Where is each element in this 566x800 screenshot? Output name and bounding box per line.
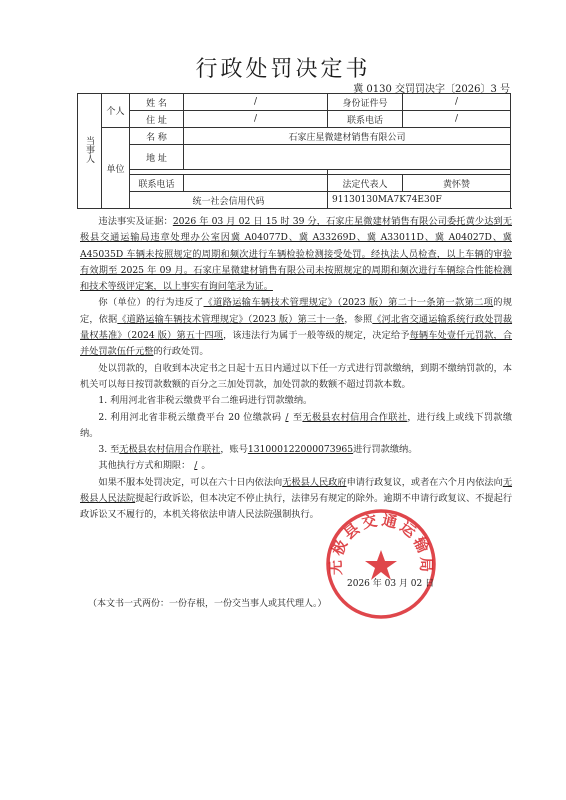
phone-label: 联系电话 bbox=[328, 111, 403, 128]
id-label: 身份证件号 bbox=[328, 94, 403, 111]
legal-rep-value: 黄怀赞 bbox=[403, 175, 511, 192]
copies-note: （本文书一式两份：一份存根，一份交当事人或其代理人。） bbox=[88, 599, 327, 609]
name-value: / bbox=[184, 94, 328, 111]
document-number: 冀 0130 交罚罚决字〔2026〕3 号 bbox=[353, 84, 510, 95]
document-body bbox=[80, 214, 512, 524]
penalty-text: 每辆车处壹仟元罚款，合并处罚款伍仟元整 bbox=[80, 330, 513, 358]
facts-text: 2026 年 03 月 02 日 15 时 39 分，石家庄星微建材销售有限公司委托黄少达到无极县交通运输局违章处理办公室因冀 A04077D、冀 A33269D、冀 A33011D、冀 A04027D、冀 A45035D 车辆未按照规定的周期和频次进行车辆检验检测接受处罚。经执法人员检查，以上车辆的审验有效期至 2025 年 09 月。石家庄星微建材销售有限公司未按照规定的周期和频次进行车辆综合性能检测和技术等级评定案，以上事实有询问笔录为证。 bbox=[80, 216, 512, 293]
address-label: 住 址 bbox=[130, 111, 184, 128]
payment-paragraph: 处以罚款的，自收到本决定书之日起十五日内通过以下任一方式进行罚款缴纳，到期不缴纳罚款的，本机关可以每日按罚款数额的百分之三加处罚款，加处罚款的数额不超过罚款本数。 bbox=[80, 362, 512, 390]
payment-method-1: 1. 利用河北省非税云缴费平台二维码进行罚款缴纳。 bbox=[98, 395, 313, 407]
appeal-paragraph: 如果不服本处罚决定，可以在六十日内依法向无极县人民政府申请行政复议，或者在六个月内依法向无极县人民法院提起行政诉讼，但本决定不停止执行，法律另有规定的除外。逾期不申请行政复议、不提起行政诉讼又不履行的，本机关将依法申请人民法院强制执行。 bbox=[80, 476, 513, 521]
phone-value: / bbox=[403, 111, 511, 128]
facts-paragraph: 违法事实及证据：2026 年 03 月 02 日 15 时 39 分，石家庄星微建材销售有限公司委托黄少达到无极县交通运输局违章处理办公室因冀 A04077D、冀 A33269D、冀 A33011D、冀 A04027D、冀 A45035D 车辆未按照规定的周期和频次进行车辆检验检测接受处罚。经执法人员检查，以上车辆的审验有效期至 2025 年 09 月。石家庄星微建材销售有限公司未按照规定的周期和频次进行车辆综合性能检测和技术等级评定案，以上事实有询问笔录为证。 bbox=[80, 216, 512, 293]
bank-name: 无极县农村信用合作联社 bbox=[302, 411, 408, 423]
payment-method-3: 3. 至无极县农村信用合作联社，账号131000122000073965进行罚款缴纳。 bbox=[98, 444, 418, 456]
bank-name-2: 无极县农村信用合作联社 bbox=[119, 444, 221, 456]
credit-code-label: 统一社会信用代码 bbox=[130, 192, 328, 209]
unit-address-label: 地 址 bbox=[130, 145, 184, 170]
individual-label: 个人 bbox=[102, 94, 130, 128]
appeal-government: 无极县人民政府 bbox=[282, 476, 347, 488]
other-methods: 其他执行方式和期限： / 。 bbox=[98, 460, 211, 472]
id-value: / bbox=[403, 94, 511, 111]
unit-phone-value bbox=[184, 175, 328, 192]
party-info-table bbox=[77, 93, 511, 209]
name-label: 姓 名 bbox=[130, 94, 184, 111]
party-label: 当事人 bbox=[78, 94, 102, 209]
account-number: 131000122000073965 bbox=[247, 444, 354, 456]
document-date: 2026 年 03 月 02 日 bbox=[347, 579, 435, 589]
unit-phone-label: 联系电话 bbox=[130, 175, 184, 192]
unit-label: 单位 bbox=[102, 128, 130, 209]
payment-code: / bbox=[285, 411, 289, 423]
unit-name-value: 石家庄星微建材销售有限公司 bbox=[184, 128, 511, 145]
law-violated: 《道路运输车辆技术管理规定》（2023 版）第二十一条第一款第二项 bbox=[203, 297, 494, 309]
law-basis: 《道路运输车辆技术管理规定》（2023 版）第三十一条 bbox=[117, 313, 345, 325]
document-title: 行政处罚决定书 bbox=[195, 57, 371, 82]
address-value: / bbox=[184, 111, 328, 128]
official-seal bbox=[323, 506, 439, 622]
violation-paragraph: 你（单位）的行为违反了《道路运输车辆技术管理规定》（2023 版）第二十一条第一款第二项的规定，依据《道路运输车辆技术管理规定》（2023 版）第三十一条，参照《河北省交通运输系统行政处罚裁量权基准》（2024 版）第五十四项，该违法行为属于一般等级的规定，决定给予每辆车处壹仟元罚款，合并处罚款伍仟元整的行政处罚。 bbox=[80, 297, 513, 358]
legal-rep-label: 法定代表人 bbox=[328, 175, 403, 192]
credit-code-value: 91130130MA7K74E30F bbox=[328, 192, 511, 209]
law-reference: 《河北省交通运输系统行政处罚裁量权基准》（2024 版）第五十四项 bbox=[80, 313, 513, 342]
unit-address-value bbox=[184, 145, 511, 170]
unit-name-label: 名 称 bbox=[130, 128, 184, 145]
payment-method-2: 2. 利用河北省非税云缴费平台 20 位缴款码 / 至无极县农村信用合作联社，进行线上或线下罚款缴纳。 bbox=[80, 411, 513, 439]
appeal-court: 无极县人民法院 bbox=[80, 476, 513, 505]
seal-text: 无极县交通运输局 bbox=[326, 510, 436, 576]
